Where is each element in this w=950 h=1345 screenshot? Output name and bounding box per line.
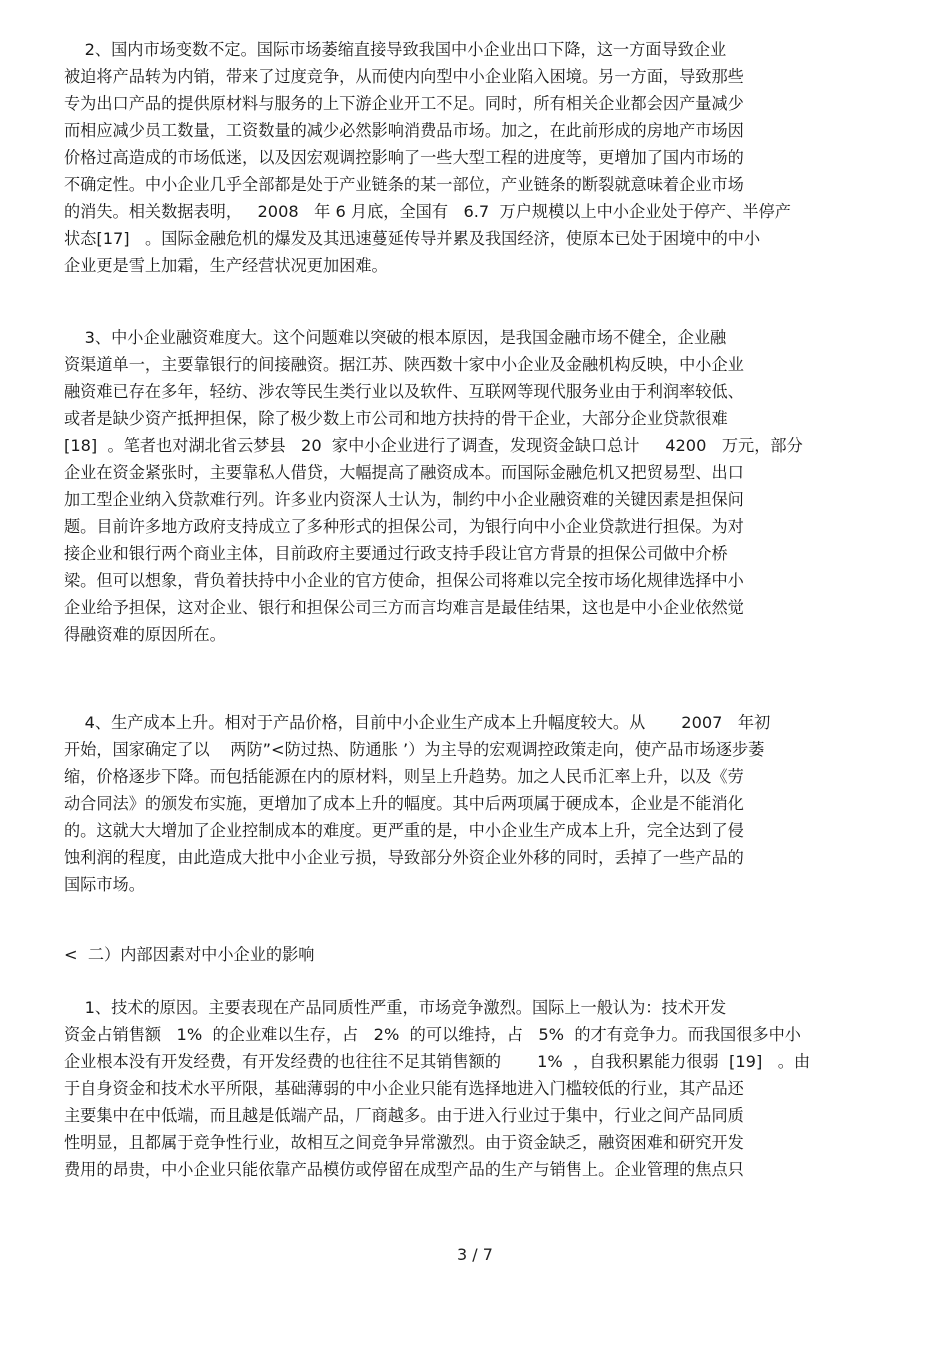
text-line: 主要集中在中低端，而且越是低端产品，厂商越多。由于进入行业过于集中，行业之间产品同质 — [64, 1106, 744, 1125]
text-line: 得融资难的原因所在。 — [64, 625, 226, 644]
text-line: 被迫将产品转为内销，带来了过度竞争，从而使内向型中小企业陷入困境。另一方面，导致那些 — [64, 67, 744, 86]
text-line: 企业根本没有开发经费，有开发经费的也往往不足其销售额的 1% ，自我积累能力很弱 [19] 。由 — [64, 1052, 811, 1071]
text-line: 缩，价格逐步下降。而包括能源在内的原材料，则呈上升趋势。加之人民币汇率上升，以及《劳 — [64, 767, 744, 786]
paragraph-financing-difficulty — [64, 324, 874, 648]
text-line: 于自身资金和技术水平所限，基础薄弱的中小企业只能有选择地进入门槛较低的行业，其产品还 — [64, 1079, 744, 1098]
text-line: 融资难已存在多年，轻纺、涉农等民生类行业以及软件、互联网等现代服务业由于利润率较低、 — [64, 382, 744, 401]
text-line: 企业更是雪上加霜，生产经营状况更加困难。 — [64, 256, 388, 275]
text-line: 动合同法》的颁发布实施，更增加了成本上升的幅度。其中后两项属于硬成本，企业是不能消化 — [64, 794, 744, 813]
text-line: 企业在资金紧张时，主要靠私人借贷，大幅提高了融资成本。而国际金融危机又把贸易型、出口 — [64, 463, 744, 482]
text-line: 性明显，且都属于竞争性行业，故相互之间竞争异常激烈。由于资金缺乏，融资困难和研究开发 — [64, 1133, 744, 1152]
text-line: 梁。但可以想象，背负着扶持中小企业的官方使命，担保公司将难以完全按市场化规律选择中小 — [64, 571, 744, 590]
text-line: 的消失。相关数据表明， 2008 年 6 月底，全国有 6.7 万户规模以上中小企业处于停产、半停产 — [64, 202, 791, 221]
text-line: [18] 。笔者也对湖北省云梦县 20 家中小企业进行了调查，发现资金缺口总计 4200 万元，部分 — [64, 436, 803, 455]
text-line: 不确定性。中小企业几乎全部都是处于产业链条的某一部位，产业链条的断裂就意味着企业市场 — [64, 175, 744, 194]
text-line: 资金占销售额 1% 的企业难以生存，占 2% 的可以维持，占 5% 的才有竞争力。而我国很多中小 — [64, 1025, 801, 1044]
text-line: 费用的昂贵，中小企业只能依靠产品模仿或停留在成型产品的生产与销售上。企业管理的焦点只 — [64, 1160, 744, 1179]
paragraph-technology — [64, 994, 874, 1183]
text-line: 的。这就大大增加了企业控制成本的难度。更严重的是，中小企业生产成本上升，完全达到了侵 — [64, 821, 744, 840]
text-line: 资渠道单一，主要靠银行的间接融资。据江苏、陕西数十家中小企业及金融机构反映，中小企业 — [64, 355, 744, 374]
section-heading: < 二）内部因素对中小企业的影响 — [64, 945, 315, 964]
text-line: 企业给予担保，这对企业、银行和担保公司三方而言均难言是最佳结果，这也是中小企业依然觉 — [64, 598, 744, 617]
text-line: 专为出口产品的提供原材料与服务的上下游企业开工不足。同时，所有相关企业都会因产量减少 — [64, 94, 744, 113]
paragraph-market-uncertainty — [64, 36, 874, 279]
text-line: 3、中小企业融资难度大。这个问题难以突破的根本原因，是我国金融市场不健全，企业融 — [64, 328, 727, 347]
text-line: 而相应减少员工数量，工资数量的减少必然影响消费品市场。加之，在此前形成的房地产市场因 — [64, 121, 744, 140]
text-line: 加工型企业纳入贷款难行列。许多业内资深人士认为，制约中小企业融资难的关键因素是担保问 — [64, 490, 744, 509]
text-line: 蚀利润的程度，由此造成大批中小企业亏损，导致部分外资企业外移的同时，丢掉了一些产品的 — [64, 848, 744, 867]
text-line: 1、技术的原因。主要表现在产品同质性严重，市场竞争激烈。国际上一般认为：技术开发 — [64, 998, 727, 1017]
text-line: 4、生产成本上升。相对于产品价格，目前中小企业生产成本上升幅度较大。从 2007 年初 — [64, 713, 771, 732]
text-line: 2、国内市场变数不定。国际市场萎缩直接导致我国中小企业出口下降，这一方面导致企业 — [64, 40, 727, 59]
text-line: 或者是缺少资产抵押担保，除了极少数上市公司和地方扶持的骨干企业，大部分企业贷款很难 — [64, 409, 728, 428]
page-number: 3 / 7 — [457, 1245, 493, 1264]
text-line: 状态[17] 。国际金融危机的爆发及其迅速蔓延传导并累及我国经济，使原本已处于困境中的中小 — [64, 229, 761, 248]
section-heading-internal-factors — [64, 941, 874, 968]
text-line: 接企业和银行两个商业主体，目前政府主要通过行政支持手段让官方背景的担保公司做中介桥 — [64, 544, 728, 563]
text-line: 价格过高造成的市场低迷，以及因宏观调控影响了一些大型工程的进度等，更增加了国内市场的 — [64, 148, 744, 167]
text-line: 题。目前许多地方政府支持成立了多种形式的担保公司，为银行向中小企业贷款进行担保。为对 — [64, 517, 744, 536]
paragraph-rising-costs — [64, 709, 874, 898]
text-line: 国际市场。 — [64, 875, 145, 894]
text-line: 开始，国家确定了以 两防”<防过热、防通胀 ’）为主导的宏观调控政策走向，使产品市场逐步萎 — [64, 740, 765, 759]
